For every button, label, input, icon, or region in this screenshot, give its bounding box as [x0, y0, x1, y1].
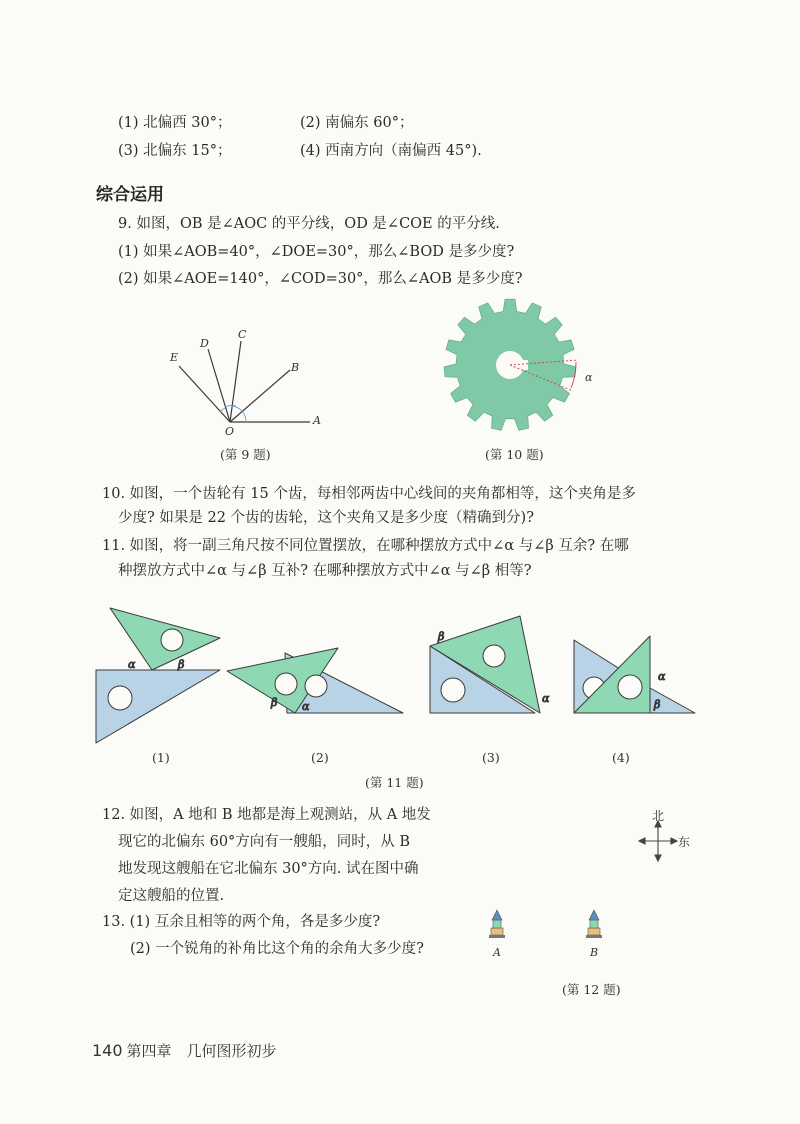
label-e: E [170, 351, 179, 364]
q12-line4: 定这艘船的位置. [118, 888, 225, 904]
beta-1: β [178, 658, 185, 671]
ray-oe [179, 366, 230, 422]
q9-sub2: (2) 如果∠AOE=140°，∠COD=30°，那么∠AOB 是多少度? [118, 271, 523, 287]
gear-keyway [520, 360, 528, 370]
ray-ob [230, 370, 290, 422]
arc-boc [232, 406, 242, 411]
figure-10-gear [430, 290, 610, 440]
q13-sub1: 13. (1) 互余且相等的两个角，各是多少度? [102, 914, 381, 930]
fig11-sub4: (4) [612, 750, 630, 765]
station-a-label: A [493, 946, 501, 959]
compass-north: 北 [652, 809, 665, 823]
figure-9-angles [150, 325, 340, 440]
ray-od [208, 349, 230, 422]
q10-line1: 10. 如图，一个齿轮有 15 个齿，每相邻两齿中心线间的夹角都相等，这个夹角是多 [102, 486, 636, 502]
arc-aob [242, 411, 246, 422]
figure-12-compass [630, 808, 710, 868]
figure-12-stations [484, 906, 614, 966]
q12-line1: 12. 如图，A 地和 B 地都是海上观测站，从 A 地发 [102, 807, 431, 823]
beta-3: β [438, 630, 445, 643]
fig12-caption: (第 12 题) [562, 982, 621, 997]
label-c: C [238, 328, 247, 341]
station-b-icon [586, 910, 602, 938]
page-number: 140 [92, 1041, 123, 1060]
station-a-icon [489, 910, 505, 938]
q10-line2: 少度? 如果是 22 个齿的齿轮，这个夹角又是多少度（精确到分)? [118, 510, 534, 526]
answer-1: (1) 北偏西 30°； [118, 115, 232, 131]
fig11-caption: (第 11 题) [365, 775, 424, 790]
answer-4: (4) 西南方向（南偏西 45°). [300, 143, 482, 159]
ray-oc [230, 341, 241, 422]
answer-3: (3) 北偏东 15°； [118, 143, 232, 159]
alpha-4: α [658, 670, 666, 683]
arc-doe [220, 408, 225, 412]
section-title: 综合运用 [96, 185, 164, 205]
q11-line2: 种摆放方式中∠α 与∠β 互补? 在哪种摆放方式中∠α 与∠β 相等? [118, 563, 532, 579]
station-b-label: B [590, 946, 599, 959]
beta-2: β [271, 696, 278, 709]
arrangement-4 [574, 636, 695, 713]
answer-2: (2) 南偏东 60°； [300, 115, 414, 131]
figure-11-set-squares [90, 598, 710, 748]
compass-east: 东 [678, 835, 691, 849]
chapter-title: 第四章 几何图形初步 [126, 1042, 277, 1060]
q11-line1: 11. 如图，将一副三角尺按不同位置摆放，在哪种摆放方式中∠α 与∠β 互余? 在哪 [102, 538, 629, 554]
arrangement-3 [430, 616, 550, 713]
gear-alpha: α [585, 371, 593, 384]
label-d: D [200, 337, 209, 350]
alpha-3: α [542, 692, 550, 705]
arrangement-2 [227, 648, 405, 713]
q12-line2: 现它的北偏东 60°方向有一艘船，同时，从 B [118, 834, 411, 850]
arrangement-1 [96, 608, 220, 743]
q9-stem: 9. 如图，OB 是∠AOC 的平分线，OD 是∠COE 的平分线. [118, 216, 500, 232]
fig9-caption: (第 9 题) [220, 447, 271, 462]
label-a: A [313, 414, 321, 427]
alpha-2: α [302, 700, 310, 713]
q9-sub1: (1) 如果∠AOB=40°，∠DOE=30°，那么∠BOD 是多少度? [118, 244, 515, 260]
q13-sub2: (2) 一个锐角的补角比这个角的余角大多少度? [130, 941, 424, 957]
label-b: B [291, 361, 300, 374]
beta-4: β [654, 698, 661, 711]
page-footer [92, 1040, 277, 1061]
alpha-1: α [128, 658, 136, 671]
fig11-sub2: (2) [311, 750, 329, 765]
fig11-sub3: (3) [482, 750, 500, 765]
label-o: O [225, 425, 235, 438]
q12-line3: 地发现这艘船在它北偏东 30°方向. 试在图中确 [118, 861, 419, 877]
fig10-caption: (第 10 题) [485, 447, 544, 462]
fig11-sub1: (1) [152, 750, 170, 765]
